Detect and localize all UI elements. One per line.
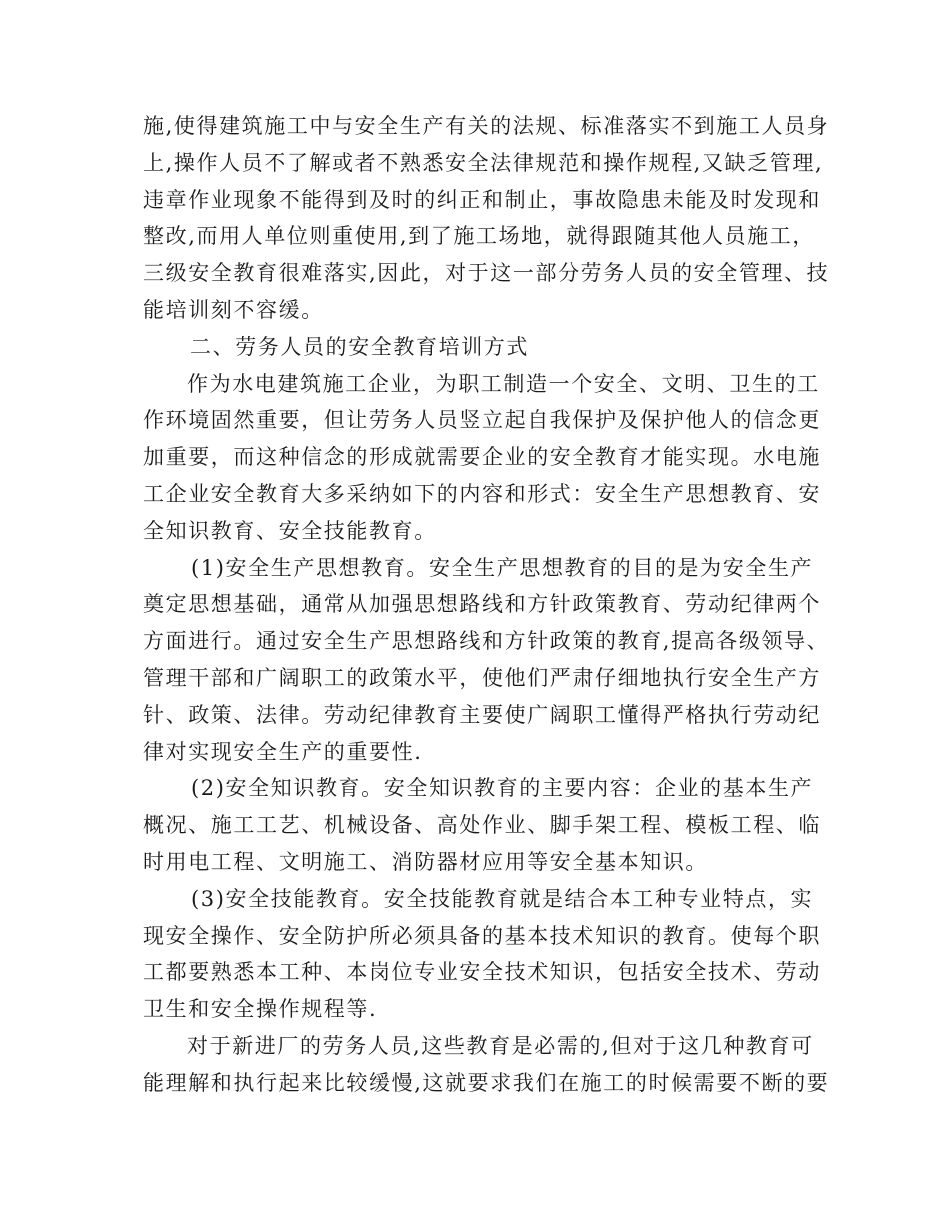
text-line: 工企业安全教育大多采纳如下的内容和形式：安全生产思想教育、安 (143, 481, 821, 506)
text-line: 作环境固然重要，但让劳务人员竖立起自我保护及保护他人的信念更 (143, 408, 821, 433)
text-line: 方面进行。通过安全生产思想路线和方针政策的教育,提高各级领导、 (143, 629, 830, 654)
text-line: 施,使得建筑施工中与安全生产有关的法规、标准落实不到施工人员身 (143, 114, 830, 138)
text-line: 违章作业现象不能得到及时的纠正和制止，事故隐患未能及时发现和 (143, 187, 821, 212)
text-line: 概况、施工工艺、机械设备、高处作业、脚手架工程、模板工程、临 (143, 813, 821, 838)
text-line: 加重要，而这种信念的形成就需要企业的安全教育才能实现。水电施 (143, 445, 821, 470)
text-line: 能理解和执行起来比较缓慢,这就要求我们在施工的时候需要不断的要 (143, 1070, 830, 1095)
section-heading: 二、劳务人员的安全教育培训方式 (190, 334, 529, 359)
text-line: 工都要熟悉本工种、本岗位专业安全技术知识，包括安全技术、劳动 (143, 960, 821, 985)
text-line: 现安全操作、安全防护所必须具备的基本技术知识的教育。使每个职 (143, 923, 821, 948)
text-line: 对于新进厂的劳务人员,这些教育是必需的,但对于这几种教育可 (187, 1033, 814, 1058)
text-line: (3)安全技能教育。安全技能教育就是结合本工种专业特点，实 (191, 886, 814, 911)
text-line: 卫生和安全操作规程等. (143, 997, 378, 1022)
text-line: 律对实现安全生产的重要性. (143, 739, 423, 764)
text-line: 作为水电建筑施工企业，为职工制造一个安全、文明、卫生的工 (187, 371, 820, 396)
text-line: 时用电工程、文明施工、消防器材应用等安全基本知识。 (143, 849, 708, 874)
text-line: (1)安全生产思想教育。安全生产思想教育的目的是为安全生产 (191, 555, 814, 580)
text-line: 上,操作人员不了解或者不熟悉安全法律规范和操作规程,又缺乏管理, (143, 150, 824, 175)
text-line: 能培训刻不容缓。 (143, 297, 324, 322)
text-line: 奠定思想基础，通常从加强思想路线和方针政策教育、劳动纪律两个 (143, 592, 821, 617)
document-body (143, 108, 830, 1102)
text-line: 全知识教育、安全技能教育。 (143, 518, 437, 543)
text-line: 管理干部和广阔职工的政策水平，使他们严肃仔细地执行安全生产方 (143, 665, 821, 690)
text-line: 整改,而用人单位则重使用,到了施工场地，就得跟随其他人员施工， (143, 224, 815, 249)
text-line: (2)安全知识教育。安全知识教育的主要内容：企业的基本生产 (191, 776, 814, 801)
text-line: 针、政策、法律。劳动纪律教育主要使广阔职工懂得严格执行劳动纪 (143, 702, 821, 727)
text-line: 三级安全教育很难落实,因此，对于这一部分劳务人员的安全管理、技 (143, 261, 830, 286)
